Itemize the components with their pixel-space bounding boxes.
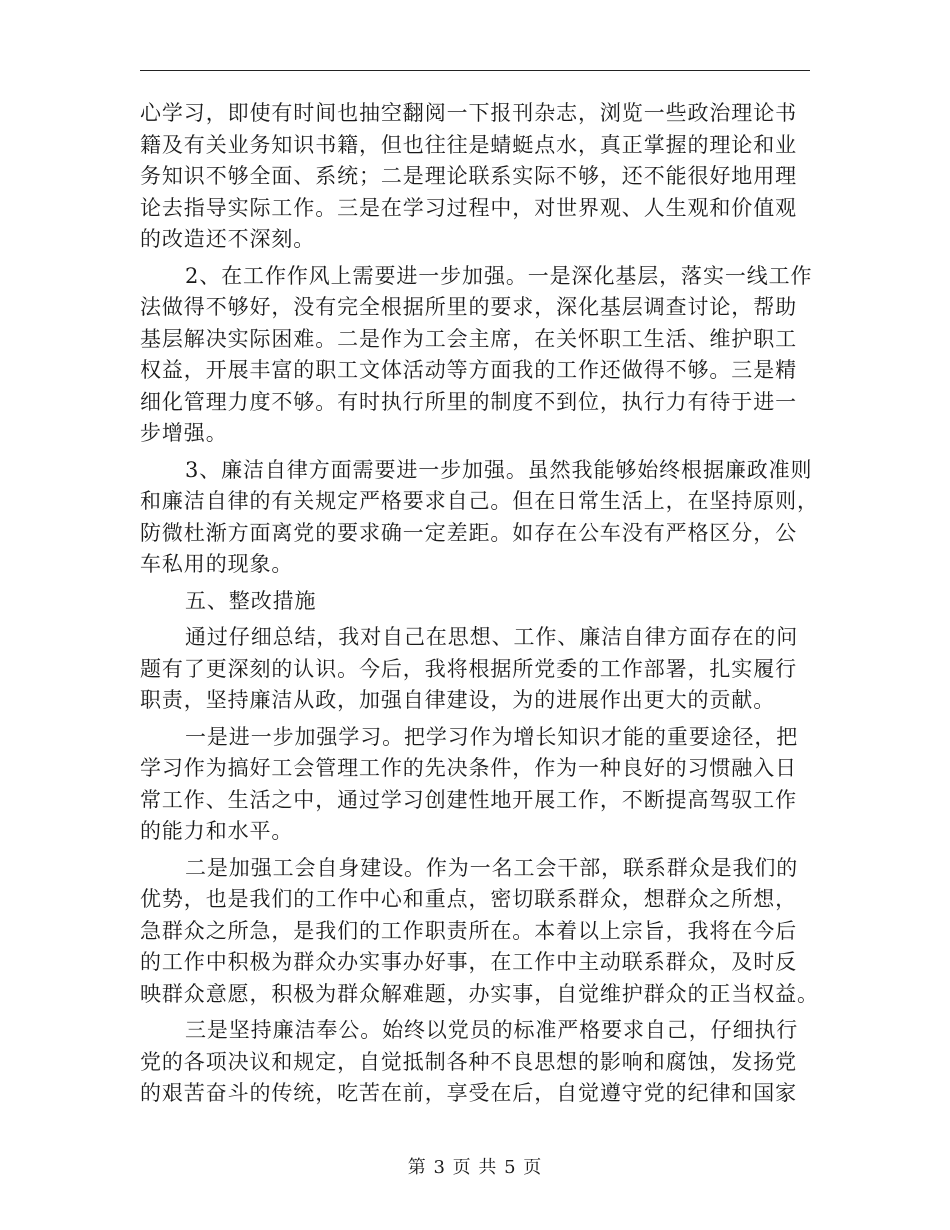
document-body <box>140 98 819 1110</box>
text-line: 五、整改措施 <box>185 588 317 613</box>
text-line: 通过仔细总结，我对自己在思想、工作、廉洁自律方面存在的问 <box>185 625 799 649</box>
text-line: 步增强。 <box>140 421 228 445</box>
text-line: 题有了更深刻的认识。今后，我将根据所党委的工作部署，扎实履行 <box>140 656 797 681</box>
text-line: 三是坚持廉洁奉公。始终以党员的标准严格要求自己，仔细执行 <box>185 1018 799 1042</box>
paragraph <box>140 261 813 450</box>
text-line: 防微杜渐方面离党的要求确一定差距。如存在公车没有严格区分，公 <box>140 520 797 545</box>
text-line: 权益，开展丰富的职工文体活动等方面我的工作还做得不够。三是精 <box>140 358 797 382</box>
text-line: 优势，也是我们的工作中心和重点，密切联系群众，想群众之所想， <box>140 887 797 911</box>
text-line: 基层解决实际困难。二是作为工会主席，在关怀职工生活、维护职工 <box>140 326 797 351</box>
text-line: 3、廉洁自律方面需要进一步加强。虽然我能够始终根据廉政准则 <box>185 457 813 482</box>
text-line: 心学习，即使有时间也抽空翻阅一下报刊杂志，浏览一些政治理论书 <box>140 101 797 125</box>
page-footer <box>0 1153 950 1179</box>
paragraph <box>140 853 819 1011</box>
text-line: 常工作、生活之中，通过学习创建性地开展工作，不断提高驾驭工作 <box>140 787 797 812</box>
text-line: 车私用的现象。 <box>140 552 294 576</box>
paragraph <box>140 455 819 581</box>
paragraph <box>140 622 810 717</box>
paragraph <box>140 98 810 256</box>
text-line: 的艰苦奋斗的传统，吃苦在前，享受在后，自觉遵守党的纪律和国家 <box>140 1081 797 1105</box>
text-line: 2、在工作作风上需要进一步加强。一是深化基层，落实一线工作 <box>185 263 813 288</box>
page-number-label: 第 3 页 共 5 页 <box>407 1157 543 1178</box>
text-line: 的能力和水平。 <box>140 819 294 843</box>
text-line: 务知识不够全面、系统；二是理论联系实际不够，还不能很好地用理 <box>140 164 797 188</box>
text-line: 籍及有关业务知识书籍，但也往往是蜻蜓点水，真正掌握的理论和业 <box>140 132 797 157</box>
text-line: 的改造还不深刻。 <box>140 227 316 251</box>
text-line: 党的各项决议和规定，自觉抵制各种不良思想的影响和腐蚀，发扬党 <box>140 1049 797 1074</box>
text-line: 映群众意愿，积极为群众解难题，办实事，自觉维护群众的正当权益。 <box>140 981 819 1006</box>
text-line: 学习作为搞好工会管理工作的先决条件，作为一种良好的习惯融入日 <box>140 756 797 780</box>
header-rule <box>140 70 810 71</box>
paragraph <box>140 722 810 848</box>
text-line: 二是加强工会自身建设。作为一名工会干部，联系群众是我们的 <box>185 855 799 880</box>
text-line: 细化管理力度不够。有时执行所里的制度不到位，执行力有待于进一 <box>140 389 797 414</box>
text-line: 的工作中积极为群众办实事办好事，在工作中主动联系群众，及时反 <box>140 950 797 974</box>
text-line: 和廉洁自律的有关规定严格要求自己。但在日常生活上，在坚持原则， <box>140 489 819 513</box>
text-line: 急群众之所急，是我们的工作职责所在。本着以上宗旨，我将在今后 <box>140 918 797 943</box>
text-line: 一是进一步加强学习。把学习作为增长知识才能的重要途径，把 <box>185 724 799 749</box>
paragraph <box>140 586 810 618</box>
text-line: 论去指导实际工作。三是在学习过程中，对世界观、人生观和价值观 <box>140 195 797 220</box>
text-line: 法做得不够好，没有完全根据所里的要求，深化基层调查讨论，帮助 <box>140 295 797 319</box>
paragraph <box>140 1015 810 1110</box>
text-line: 职责，坚持廉洁从政，加强自律建设，为的进展作出更大的贡献。 <box>140 688 776 712</box>
